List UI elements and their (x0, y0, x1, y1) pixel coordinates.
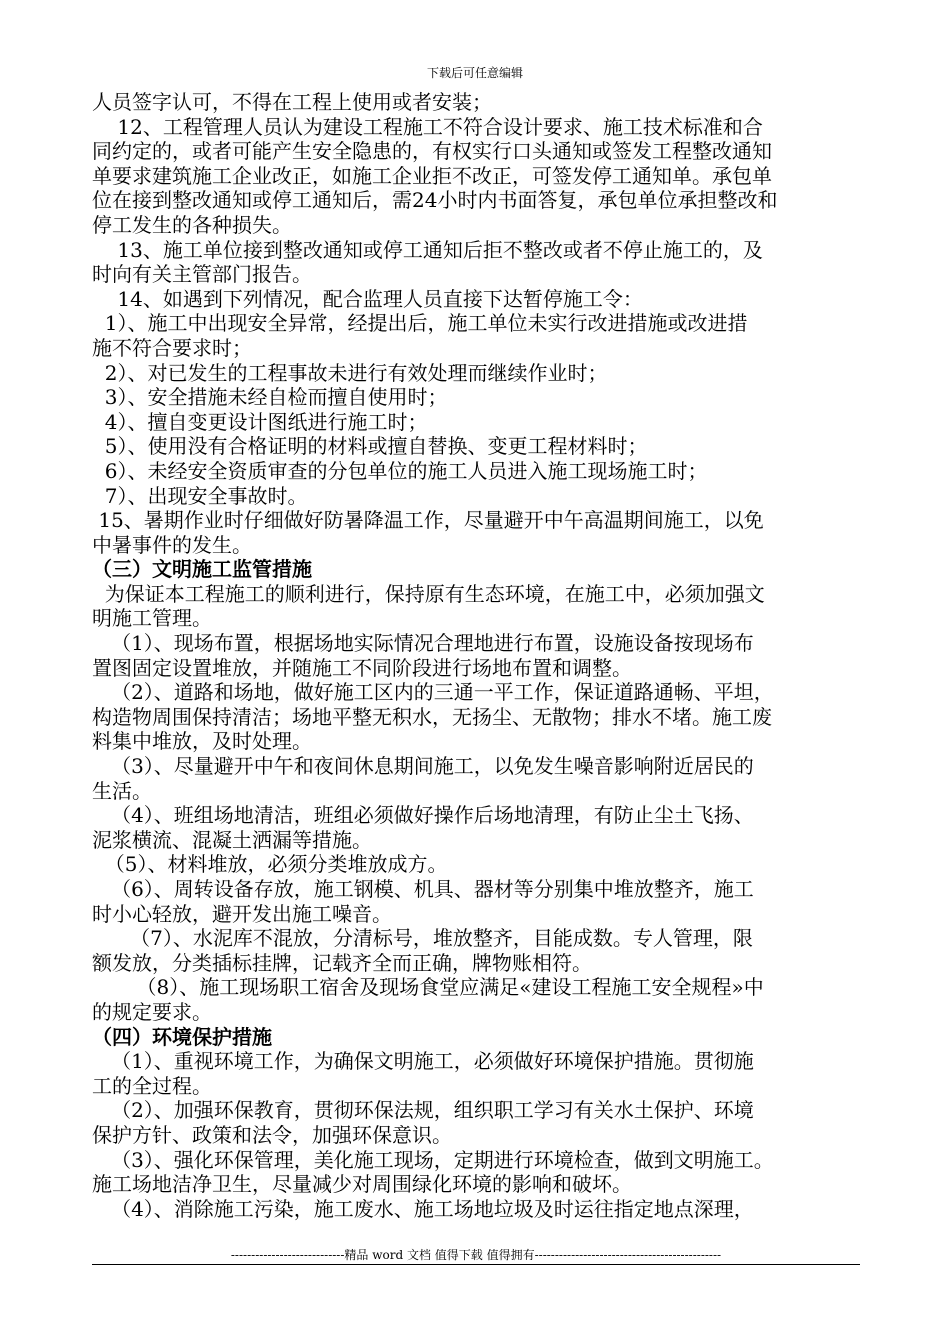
text-line: 5）、使用没有合格证明的材料或擅自替换、变更工程材料时； (92, 434, 648, 459)
text-line: 时小心轻放，避开发出施工噪音。 (92, 901, 392, 926)
text-line: 3）、安全措施未经自检而擅自使用时； (92, 385, 448, 410)
text-line: 时向有关主管部门报告。 (92, 262, 312, 287)
page-footer: ----------------------------精品 word 文档 值得下载 值得拥有---------------------------------------------- (230, 1248, 722, 1262)
text-line: 4）、擅自变更设计图纸进行施工时； (92, 409, 428, 434)
text-line: （3）、尽量避开中午和夜间休息期间施工，以免发生噪音影响附近居民的 (92, 754, 754, 779)
text-line: 13、施工单位接到整改通知或停工通知后拒不整改或者不停止施工的，及 (92, 237, 763, 262)
text-line: 泥浆横流、混凝土洒漏等措施。 (92, 827, 372, 852)
text-line: 停工发生的各种损失。 (92, 212, 292, 237)
text-line: （7）、水泥库不混放，分清标号，堆放整齐，目能成数。专人管理，限 (92, 926, 753, 951)
text-line: （1）、重视环境工作，为确保文明施工，必须做好环境保护措施。贯彻施 (92, 1049, 754, 1074)
section-heading: （三）文明施工监管措施 (92, 557, 312, 582)
text-line: （3）、强化环保管理，美化施工现场，定期进行环境检查，做到文明施工。 (92, 1147, 774, 1172)
text-line: 明施工管理。 (92, 606, 212, 631)
text-line: 位在接到整改通知或停工通知后，需24小时内书面答复，承包单位承担整改和 (92, 188, 778, 213)
text-line: （5）、材料堆放，必须分类堆放成方。 (92, 852, 448, 877)
text-line: 12、工程管理人员认为建设工程施工不符合设计要求、施工技术标准和合 (92, 114, 763, 139)
text-line: 的规定要求。 (92, 999, 212, 1024)
text-line: 1）、施工中出现安全异常，经提出后，施工单位未实行改进措施或改进措 (92, 311, 748, 336)
text-line: 施工场地洁净卫生，尽量减少对周围绿化环境的影响和破坏。 (92, 1172, 632, 1197)
page-header: 下载后可任意编辑 (426, 66, 523, 80)
text-line: 7）、出现安全事故时。 (92, 483, 308, 508)
text-line: （8）、施工现场职工宿舍及现场食堂应满足«建设工程施工安全规程»中 (92, 975, 764, 1000)
text-line: 工的全过程。 (92, 1073, 212, 1098)
text-line: 生活。 (92, 778, 152, 803)
text-line: 15、暑期作业时仔细做好防暑降温工作，尽量避开中午高温期间施工，以免 (92, 508, 764, 533)
text-line: （2）、加强环保教育，贯彻环保法规，组织职工学习有关水土保护、环境 (92, 1098, 754, 1123)
text-line: （6）、周转设备存放，施工钢模、机具、器材等分别集中堆放整齐，施工 (92, 877, 754, 901)
text-line: （4）、消除施工污染，施工废水、施工场地垃圾及时运往指定地点深理， (92, 1196, 754, 1221)
text-line: 料集中堆放，及时处理。 (92, 729, 312, 754)
footer-rule (92, 1264, 860, 1265)
text-line: 置图固定设置堆放，并随施工不同阶段进行场地布置和调整。 (92, 655, 632, 680)
text-line: 人员签字认可，不得在工程上使用或者安装； (92, 90, 492, 114)
text-line: 2）、对已发生的工程事故未进行有效处理而继续作业时； (92, 360, 608, 385)
text-line: （4）、班组场地清洁，班组必须做好操作后场地清理，有防止尘土飞扬、 (92, 803, 754, 828)
text-line: 施不符合要求时； (92, 335, 252, 360)
text-line: 单要求建筑施工企业改正，如施工企业拒不改正，可签发停工通知单。承包单 (92, 163, 772, 188)
text-line: 同约定的，或者可能产生安全隐患的，有权实行口头通知或签发工程整改通知 (92, 139, 772, 164)
text-line: 6）、未经安全资质审查的分包单位的施工人员进入施工现场施工时； (92, 458, 708, 483)
document-body (92, 90, 882, 1221)
text-line: 额发放，分类插标挂牌，记载齐全而正确，牌物账相符。 (92, 950, 592, 975)
text-line: 为保证本工程施工的顺利进行，保持原有生态环境，在施工中，必须加强文 (92, 581, 765, 606)
text-line: （1）、现场布置，根据场地实际情况合理地进行布置，设施设备按现场布 (92, 631, 754, 656)
text-line: （2）、道路和场地，做好施工区内的三通一平工作，保证道路通畅、平坦， (92, 680, 774, 705)
section-heading: （四）环境保护措施 (92, 1024, 272, 1049)
text-line: 14、如遇到下列情况，配合监理人员直接下达暂停施工令： (92, 286, 643, 311)
text-line: 中暑事件的发生。 (92, 532, 252, 557)
text-line: 构造物周围保持清洁；场地平整无积水，无扬尘、无散物；排水不堵。施工废 (92, 704, 772, 729)
text-line: 保护方针、政策和法令，加强环保意识。 (92, 1122, 452, 1147)
